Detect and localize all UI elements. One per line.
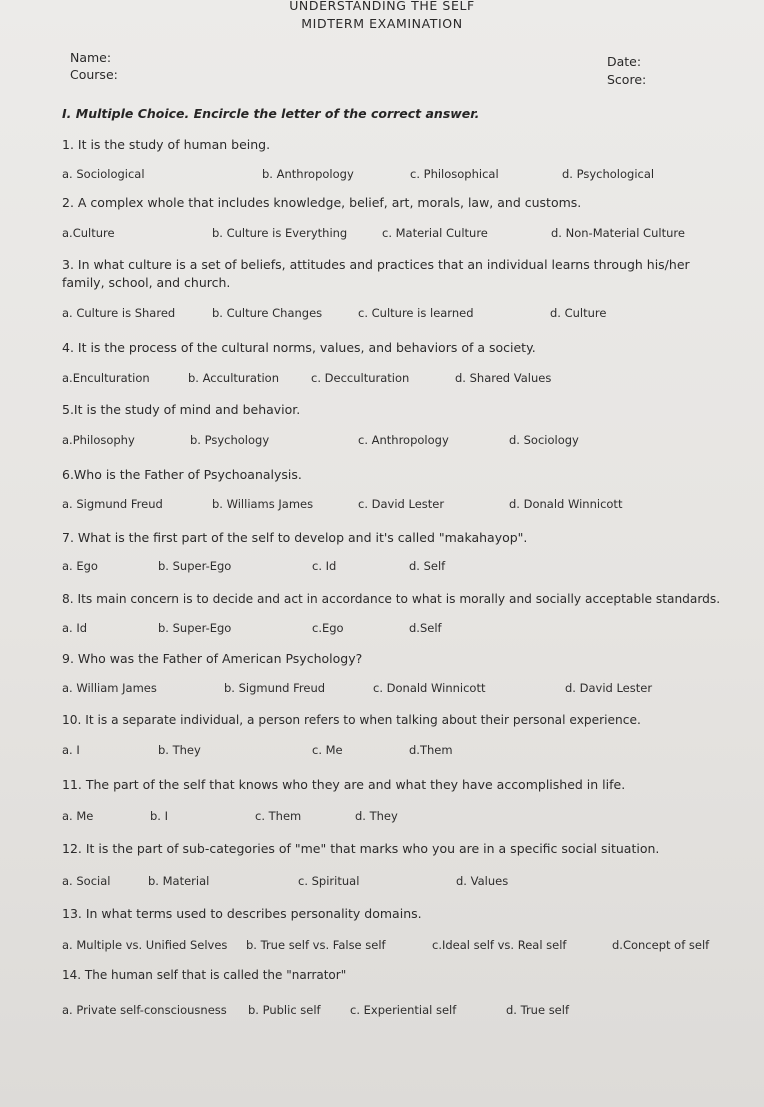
option-4a[interactable]: a.Enculturation	[62, 371, 150, 385]
option-7b[interactable]: b. Super-Ego	[158, 559, 232, 573]
option-10d[interactable]: d.Them	[409, 743, 453, 757]
question-12: 12. It is the part of sub-categories of "me" that marks who you are in a specific social situation.	[62, 841, 660, 856]
question-11: 11. The part of the self that knows who they are and what they have accomplished in life.	[62, 777, 626, 792]
option-14d[interactable]: d. True self	[506, 1003, 570, 1017]
option-7d[interactable]: d. Self	[409, 559, 446, 573]
option-2a[interactable]: a.Culture	[62, 226, 115, 240]
option-10c[interactable]: c. Me	[312, 743, 343, 757]
option-5b[interactable]: b. Psychology	[190, 433, 270, 447]
question-14: 14. The human self that is called the "narrator"	[62, 968, 347, 982]
option-10a[interactable]: a. I	[62, 743, 80, 757]
option-1b[interactable]: b. Anthropology	[262, 167, 354, 181]
course-label: Course:	[70, 67, 118, 82]
option-1d[interactable]: d. Psychological	[562, 167, 655, 181]
question-9: 9. Who was the Father of American Psychology?	[62, 651, 363, 666]
option-2d[interactable]: d. Non-Material Culture	[551, 226, 685, 240]
question-3: 3. In what culture is a set of beliefs, attitudes and practices that an individual learns through his/her family, school, and church.	[62, 257, 690, 290]
option-10b[interactable]: b. They	[158, 743, 201, 757]
score-label: Score:	[607, 72, 647, 87]
option-3a[interactable]: a. Culture is Shared	[62, 306, 176, 320]
option-8b[interactable]: b. Super-Ego	[158, 621, 232, 635]
option-11b[interactable]: b. I	[150, 809, 169, 823]
option-4b[interactable]: b. Acculturation	[188, 371, 280, 385]
option-13b[interactable]: b. True self vs. False self	[246, 938, 386, 952]
question-5: 5.It is the study of mind and behavior.	[62, 402, 301, 417]
option-12c[interactable]: c. Spiritual	[298, 874, 360, 888]
option-9a[interactable]: a. William James	[62, 681, 157, 695]
exam-title: MIDTERM EXAMINATION	[301, 16, 463, 31]
option-5a[interactable]: a.Philosophy	[62, 433, 135, 447]
option-8d[interactable]: d.Self	[409, 621, 442, 635]
option-8c[interactable]: c.Ego	[312, 621, 344, 635]
option-11c[interactable]: c. Them	[255, 809, 302, 823]
option-4d[interactable]: d. Shared Values	[455, 371, 552, 385]
option-9d[interactable]: d. David Lester	[565, 681, 653, 695]
option-6c[interactable]: c. David Lester	[358, 497, 445, 511]
option-14a[interactable]: a. Private self-consciousness	[62, 1003, 227, 1017]
question-6: 6.Who is the Father of Psychoanalysis.	[62, 467, 302, 482]
option-8a[interactable]: a. Id	[62, 621, 88, 635]
date-label: Date:	[607, 54, 642, 69]
question-13: 13. In what terms used to describes personality domains.	[62, 906, 422, 921]
option-6a[interactable]: a. Sigmund Freud	[62, 497, 163, 511]
question-7: 7. What is the first part of the self to develop and it's called "makahayop".	[62, 530, 528, 545]
option-14c[interactable]: c. Experiential self	[350, 1003, 457, 1017]
option-6d[interactable]: d. Donald Winnicott	[509, 497, 623, 511]
question-10: 10. It is a separate individual, a person refers to when talking about their personal experience.	[62, 713, 641, 727]
question-4: 4. It is the process of the cultural norms, values, and behaviors of a society.	[62, 340, 536, 355]
option-9b[interactable]: b. Sigmund Freud	[224, 681, 326, 695]
option-12a[interactable]: a. Social	[62, 874, 111, 888]
option-12d[interactable]: d. Values	[456, 874, 509, 888]
option-11a[interactable]: a. Me	[62, 809, 94, 823]
option-11d[interactable]: d. They	[355, 809, 398, 823]
option-5c[interactable]: c. Anthropology	[358, 433, 449, 447]
option-1c[interactable]: c. Philosophical	[410, 167, 499, 181]
option-4c[interactable]: c. Decculturation	[311, 371, 410, 385]
option-3b[interactable]: b. Culture Changes	[212, 306, 323, 320]
option-13d[interactable]: d.Concept of self	[612, 938, 710, 952]
option-7a[interactable]: a. Ego	[62, 559, 98, 573]
question-2: 2. A complex whole that includes knowledge, belief, art, morals, law, and customs.	[62, 195, 582, 210]
question-8: 8. Its main concern is to decide and act in accordance to what is morally and socially acceptable standards.	[62, 592, 721, 606]
option-9c[interactable]: c. Donald Winnicott	[373, 681, 486, 695]
option-3d[interactable]: d. Culture	[550, 306, 607, 320]
section-instructions: I. Multiple Choice. Encircle the letter of the correct answer.	[62, 106, 480, 121]
name-label: Name:	[70, 50, 112, 65]
question-1: 1. It is the study of human being.	[62, 137, 271, 152]
option-1a[interactable]: a. Sociological	[62, 167, 145, 181]
option-7c[interactable]: c. Id	[312, 559, 337, 573]
option-12b[interactable]: b. Material	[148, 874, 210, 888]
option-13a[interactable]: a. Multiple vs. Unified Selves	[62, 938, 228, 952]
option-2b[interactable]: b. Culture is Everything	[212, 226, 348, 240]
option-2c[interactable]: c. Material Culture	[382, 226, 488, 240]
option-6b[interactable]: b. Williams James	[212, 497, 314, 511]
option-3c[interactable]: c. Culture is learned	[358, 306, 474, 320]
option-14b[interactable]: b. Public self	[248, 1003, 321, 1017]
subject-title: UNDERSTANDING THE SELF	[289, 0, 475, 13]
option-5d[interactable]: d. Sociology	[509, 433, 579, 447]
option-13c[interactable]: c.Ideal self vs. Real self	[432, 938, 567, 952]
